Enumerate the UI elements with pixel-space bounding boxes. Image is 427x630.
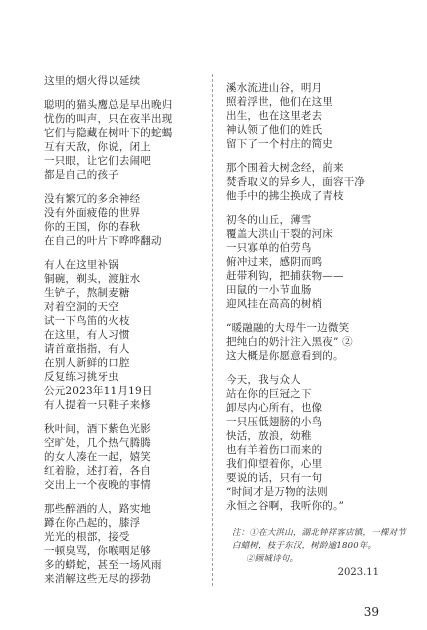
poem-line: 迎风挂在高高的树梢 (226, 298, 323, 310)
poem-line: 交出上一个夜晚的事情 (44, 479, 151, 491)
poem-line: 请首童指指，有人 (44, 343, 130, 355)
poem-line: 在自己的叶片下哗哗翻动 (44, 235, 162, 247)
poem-line: 覆盖大洪山干裂的河床 (226, 228, 333, 240)
poem-line: 试一下鸟笛的火枝 (44, 315, 130, 327)
poem-line: 蹲在你凸起的，膝浮 (44, 517, 141, 529)
poem-line: 快活，放浪，幼稚 (226, 430, 312, 442)
poem-line: “暖融融的大母牛一边微笑 (226, 322, 350, 334)
poem-line: 俯冲过来，感阴而鸣 (226, 256, 323, 268)
poem-line: 焚香取义的异乡人，面容干净 (226, 176, 366, 188)
poem-line: 多的蟒蛇，甚至一场风雨 (44, 559, 162, 571)
poem-line: 没有外面疲倦的世界 (44, 207, 141, 219)
column-divider (212, 74, 213, 586)
poem-line: 一只眼，让它们去闹吧 (44, 155, 151, 167)
poem-line: 溪水流进山谷，明月 (226, 82, 323, 94)
poem-line: 它们与隐藏在树叶下的蛇蝎 (44, 127, 173, 139)
poem-line: 有人提着一只鞋子来修 (44, 399, 151, 411)
poem-line: 初冬的山丘，薄雪 (226, 214, 312, 226)
poem-line: 互有天敌，你说，闭上 (44, 141, 151, 153)
footnote-line: 注：①在大洪山，湖北钟祥客店镇，一棵对节 (232, 528, 407, 538)
poem-line: “时间才是万物的法则 (226, 486, 328, 498)
poem-date: 2023.11 (337, 567, 379, 578)
poem-line: 在别人新鲜的口腔 (44, 357, 130, 369)
poem-line: 永恒之谷啊，我听你的。” (226, 500, 345, 512)
poem-line: 有人在这里补锅 (44, 259, 119, 271)
poem-line: 一只寡单的伯劳鸟 (226, 242, 312, 254)
poem-line: 空旷处，几个热气腾腾 (44, 437, 151, 449)
poem-line: 这大概是你愿意看到的。 (226, 350, 344, 362)
poem-line: 秋叶间，酒下紫色光影 (44, 423, 151, 435)
poem-line: 留下了一个村庄的简史 (226, 138, 333, 150)
poem-line: 也有羊着伤口而来的 (226, 444, 323, 456)
poem-line: 生铲子，熬制麦糖 (44, 287, 130, 299)
poem-line: 聪明的猫头鹰总是早出晚归 (44, 99, 173, 111)
poem-line: 把纯白的奶汁注入黑夜” ② (226, 336, 353, 348)
poem-line: 对着空洞的天空 (44, 301, 119, 313)
poem-line: 站在你的巨冠之下 (226, 388, 312, 400)
poem-line: 的女人凑在一起，嬉笑 (44, 451, 151, 463)
footnote-line: ②顾城诗句。 (246, 554, 299, 564)
poem-line: 照着浮世，他们在这里 (226, 96, 333, 108)
poem-line: 那些醉酒的人，路实地 (44, 503, 151, 515)
poem-line: 今天，我与众人 (226, 374, 301, 386)
poem-line: 出生，也在这里老去 (226, 110, 323, 122)
poem-line: 在这里，有人习惯 (44, 329, 130, 341)
footnote-line: 白蜡树，枝于东汉，树龄逾1800年。 (232, 541, 377, 551)
page-number: 39 (363, 605, 379, 619)
poem-line: 一顿臭骂，你喉咽足够 (44, 545, 151, 557)
poem-line: 卸尽内心所有，也像 (226, 402, 323, 414)
poem-line: 田鼠的一小节血肠 (226, 284, 312, 296)
poem-line: 铜碗，剃头，渡脏水 (44, 273, 141, 285)
poem-line: 神认领了他们的姓氏 (226, 124, 323, 136)
poem-line: 忧伤的叫声，只在夜半出现 (44, 113, 173, 125)
poem-line: 我们仰望着你，心里 (226, 458, 323, 470)
poem-line: 光光的根部，接受 (44, 531, 130, 543)
poem-line: 红着脸，述打着，各自 (44, 465, 151, 477)
poem-line: 要说的话，只有一句 (226, 472, 323, 484)
poem-line: 赶带利钩，把捕获物—— (226, 270, 344, 282)
poem-line: 公元2023年11月19日 (44, 385, 153, 397)
poem-line: 来消解这些无尽的拶勃 (44, 573, 151, 585)
poem-line: 都是自己的孩子 (44, 169, 119, 181)
poem-line: 他手中的拂尘换成了青枝 (226, 190, 344, 202)
poem-line: 你的王国，你的春秋 (44, 221, 141, 233)
poem-line: 一只压低翅膀的小鸟 (226, 416, 323, 428)
poem-line: 这里的烟火得以延续 (44, 75, 141, 87)
poem-line: 反复练习挑牙虫 (44, 371, 119, 383)
poem-line: 那个围着大树念经，前来 (226, 162, 344, 174)
poem-line: 没有繁冗的多余神经 (44, 193, 141, 205)
